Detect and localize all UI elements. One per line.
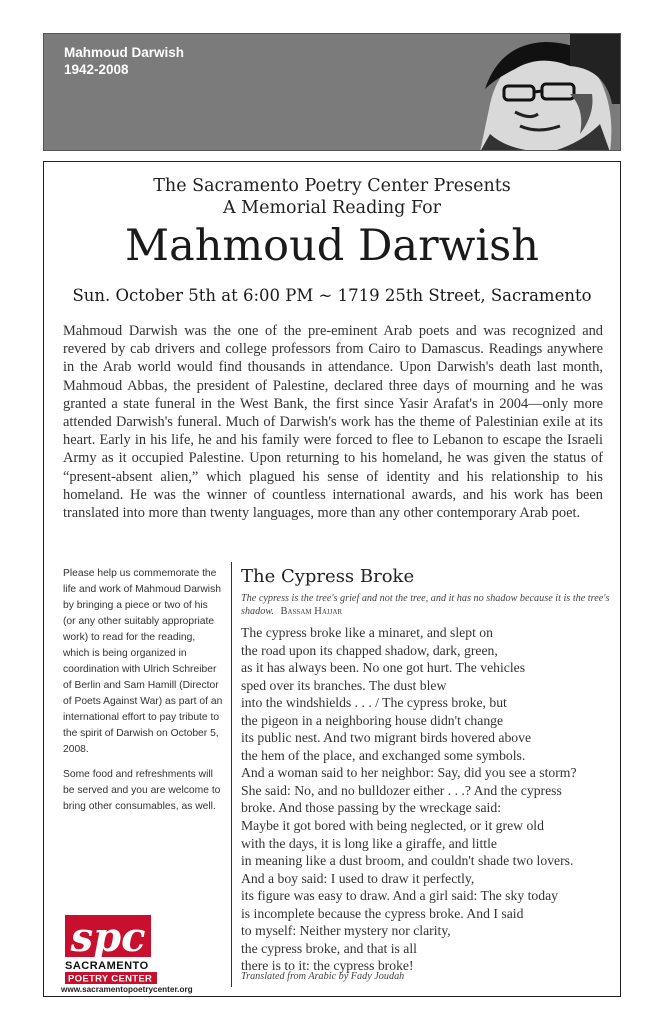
poem-line: is incomplete because the cypress broke. And I said [241,905,524,921]
poem-title: The Cypress Broke [241,566,415,587]
sidebar-paragraph-2: Some food and refreshments will be served and you are welcome to bring other consumables, as well. [63,769,221,812]
poem-line: And a boy said: I used to draw it perfectly, [241,870,475,886]
poem-line: Maybe it got bored with being neglected, or it grew old [241,818,544,834]
poem-line: its figure was easy to draw. And a girl said: The sky today [241,888,559,904]
poem-line: into the windshields . . . / The cypress broke, but [241,695,507,711]
poem-line: the pigeon in a neighboring house didn't change [241,712,504,728]
bio-paragraph: Mahmoud Darwish was the one of the pre-eminent Arab poets and was recognized and revered by cab drivers and college professors from Cairo to Damascus. Readings anywhere in the Arab world would find thousands in attendance. Upon Darwish's death last month, Mahmoud Abbas, the president of Palestine, declared three days of mourning and he was granted a state funeral in the West Bank, the first since Yasir Arafat's in 2004—only more attended Darwish's funeral. Much of Darwish's work has the theme of Palestinian exile at its heart. Early in his life, he and his family were forced to flee to Lebanon to escape the Israeli Army as it occupied Palestine. Upon returning to his homeland, he was given the status of “present-absent alien,” which plagued his sense of identity and his relationship to his homeland. He was the winner of countless international awards, and his work has been translated into more than twenty languages, more than any other contemporary Arab poet. [63,323,603,522]
logo-line-1: SACRAMENTO [65,960,149,972]
logo-letters: spc [70,914,146,961]
portrait-image [420,34,620,151]
poem-line: in meaning like a dust broom, and couldn't shade two lovers. [241,853,574,869]
header-name: Mahmoud Darwish [64,45,185,60]
header-band [43,33,621,151]
event-details: Sun. October 5th at 6:00 PM ~ 1719 25th Street, Sacramento [72,286,592,305]
poem-epigraph [241,592,611,618]
poem-line: broke. And those passing by the wreckage said: [241,800,502,816]
poem-line: there is to it: the cypress broke! [241,958,414,974]
poem-line: the cypress broke, and that is all [241,940,417,956]
poem-line: She said: No, and no bulldozer either . . .? And the cypress [241,782,562,798]
event-title: Mahmoud Darwish [125,221,539,271]
poem-line: The cypress broke like a minaret, and slept on [241,625,493,640]
epigraph-text: The cypress is the tree's grief and not the tree, and it has no shadow because it is the tree's shadow. [241,593,610,617]
poem-line: its public nest. And two migrant birds hovered above [241,730,532,746]
poem-line: the hem of the place, and exchanged some symbols. [241,747,526,763]
epigraph-author: Bassam Hajjar [280,606,343,617]
poem-line: as it has always been. No one got hurt. The vehicles [241,660,526,676]
translator-credit: Translated from Arabic by Fady Joudah [241,971,405,982]
logo-line-2: POETRY CENTER [68,973,153,985]
poem-body [241,624,619,975]
poem-line: sped over its branches. The dust blew [241,677,447,693]
presents-line-2: A Memorial Reading For [222,198,442,218]
header-name-block [64,44,184,78]
sidebar-paragraph-1: Please help us commemorate the life and work of Mahmoud Darwish by bringing a piece or two of his (or any other suitably appropriate work) to read for the reading, which is being organized in coordination with Ulrich Schreiber of Berlin and Sam Hamill (Director of Poets Against War) as part of an international effort to pay tribute to the spirit of Darwish on October 5, 2008. [63,568,223,755]
poem-line: And a woman said to her neighbor: Say, did you see a storm? [241,765,577,781]
header-years: 1942-2008 [64,62,129,77]
column-divider [231,562,232,987]
poem-line: to myself: Neither mystery nor clarity, [241,923,451,939]
poem-line: with the days, it is long like a giraffe, and little [241,835,497,851]
poem-line: the road upon its chapped shadow, dark, green, [241,642,498,658]
presents-heading [43,175,621,219]
spc-logo [63,913,183,985]
website-url: www.sacramentopoetrycenter.org [61,985,193,994]
sidebar-notes [63,566,223,824]
presents-line-1: The Sacramento Poetry Center Presents [153,176,511,196]
